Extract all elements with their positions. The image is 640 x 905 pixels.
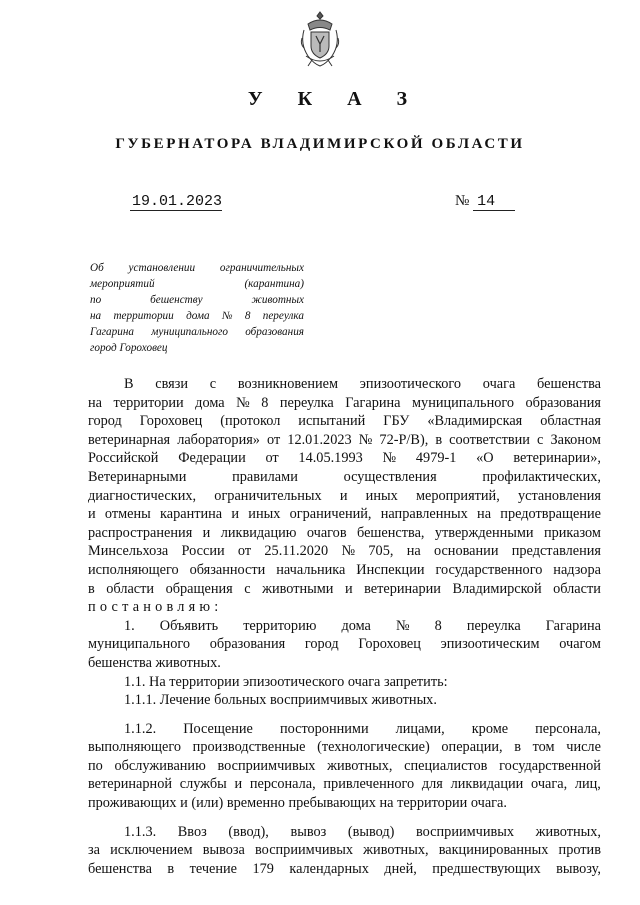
- item-1-line: 1. Объявить территорию дома № 8 переулка Гагарина: [124, 617, 601, 634]
- issuing-authority: ГУБЕРНАТОРА ВЛАДИМИРСКОЙ ОБЛАСТИ: [115, 136, 525, 152]
- resolution-word: постановляю:: [88, 599, 223, 616]
- preamble-line: исполняющего обязанности начальника Инспекции государственного надзора: [88, 561, 601, 578]
- item-1-1-3-line: за исключением вывоза восприимчивых животных, вакцинированных против: [88, 842, 601, 859]
- number-value: 14: [473, 193, 515, 211]
- item-1-line: бешенства животных.: [88, 654, 221, 671]
- preamble-line: город Гороховец (протокол испытаний ГБУ «Владимирская областная: [88, 413, 601, 430]
- subject-line: Гагарина муниципального образования: [90, 326, 304, 338]
- preamble-line: Российской Федерации от 14.05.1993 № 4979-1 «О ветеринарии»,: [88, 450, 601, 467]
- item-1-1-2-line: выполняющего производственные (технологические) операции, в том числе: [88, 739, 601, 756]
- preamble-line: В связи с возникновением эпизоотического очага бешенства: [124, 376, 601, 392]
- decree-body: [88, 375, 601, 878]
- subject-line: город Гороховец: [90, 342, 168, 354]
- number-label: №: [455, 193, 470, 209]
- preamble-line: на территории дома № 8 переулка Гагарина муниципального образования: [88, 394, 601, 411]
- item-1-1-1: 1.1.1. Лечение больных восприимчивых животных.: [124, 692, 437, 709]
- item-1-1: 1.1. На территории эпизоотического очага запретить:: [124, 673, 448, 690]
- subject-line: по бешенству животных: [90, 294, 304, 306]
- decree-subject: [90, 260, 304, 356]
- preamble-line: диагностических, ограничительных и иных мероприятий, установления: [88, 487, 601, 504]
- item-1-1-2-line: по обслуживанию восприимчивых животных, специалистов государственной: [88, 757, 601, 774]
- preamble-line: ветеринарная лаборатория» от 12.01.2023 № 72-Р/В), в соответствии с Законом: [88, 431, 601, 448]
- item-1-line: муниципального образования город Гороховец эпизоотическим очагом: [88, 636, 601, 653]
- item-1-1-3-line: бешенства в течение 179 календарных дней, предшествующих вывозу,: [88, 860, 601, 877]
- subject-line: Об установлении ограничительных: [90, 262, 304, 274]
- subject-line: мероприятий (карантина): [90, 278, 304, 290]
- item-1-1-2-line: проживающих и (или) временно пребывающих на территории очага.: [88, 795, 507, 812]
- item-1-1-2-line: 1.1.2. Посещение посторонними лицами, кроме персонала,: [124, 720, 601, 737]
- preamble-line: распространения и ликвидацию очагов бешенства, утвержденными приказом: [88, 524, 601, 541]
- coat-of-arms-emblem: [298, 10, 342, 68]
- preamble-line: и отмены карантина и иных ограничений, направленных на предотвращение: [88, 506, 601, 523]
- document-title: У К А З: [247, 88, 423, 110]
- preamble-line: Минсельхоза России от 25.11.2020 № 705, на основании представления: [88, 543, 601, 560]
- item-1-1-3-line: 1.1.3. Ввоз (ввод), вывоз (вывод) восприимчивых животных,: [124, 823, 601, 840]
- preamble-line: Ветеринарными правилами осуществления профилактических,: [88, 468, 601, 485]
- decree-number: [455, 193, 515, 211]
- preamble-line: в области обращения с животными и ветеринарии Владимирской области: [88, 580, 601, 597]
- subject-line: на территории дома № 8 переулка: [90, 310, 304, 322]
- item-1-1-2-line: ветеринарной службы и персонала, привлеченного для ликвидации очага, лиц,: [88, 776, 601, 793]
- decree-date: 19.01.2023: [131, 193, 222, 210]
